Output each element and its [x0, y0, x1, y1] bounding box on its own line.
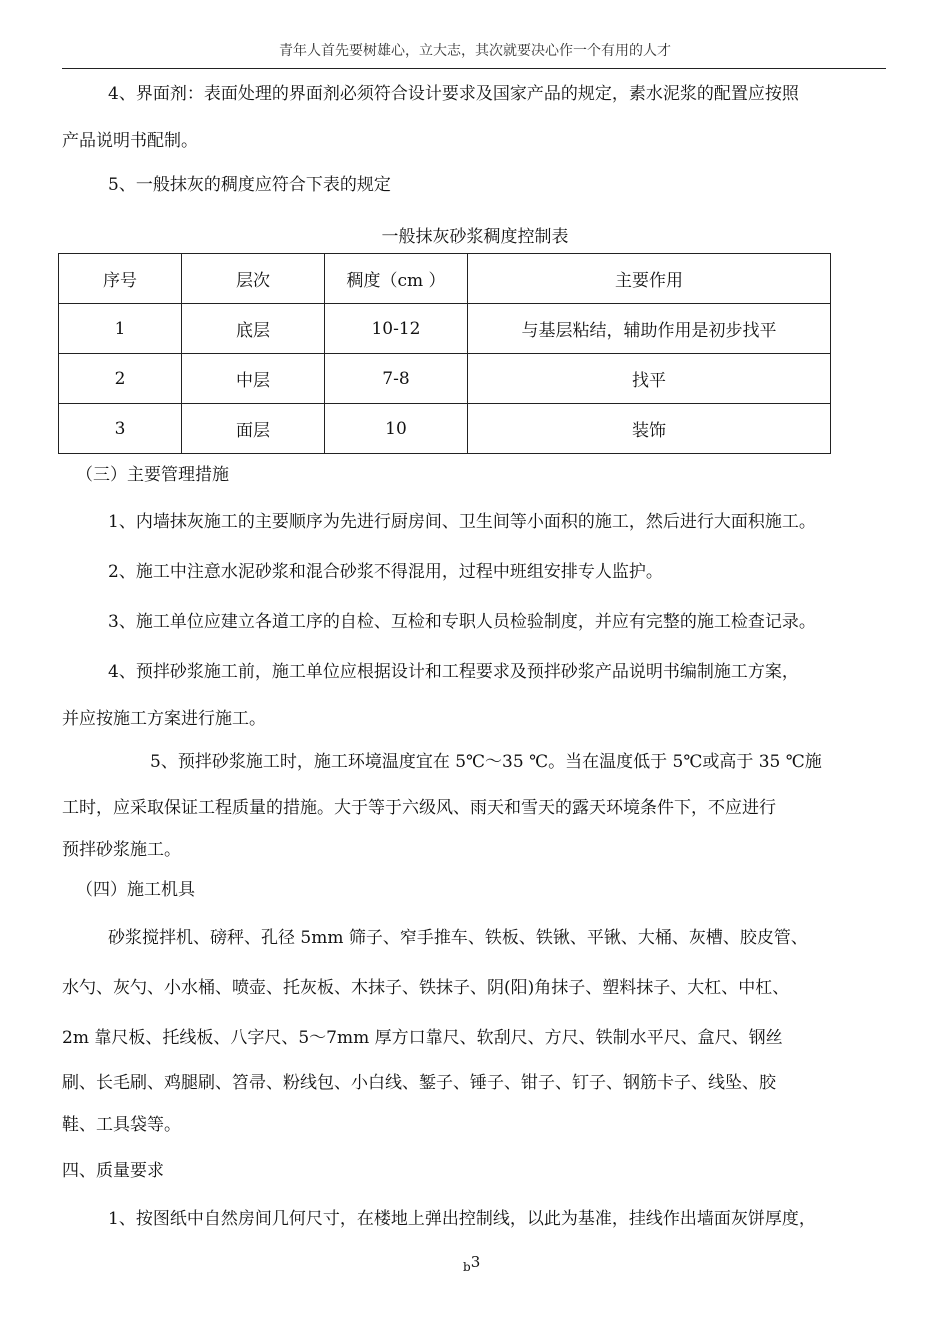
table-row: [59, 404, 831, 454]
section-3-item-4-line2: 并应按施工方案进行施工。: [62, 709, 266, 729]
paragraph-5: 5、一般抹灰的稠度应符合下表的规定: [108, 175, 391, 195]
table-header-cell: 层次: [182, 254, 325, 304]
header-divider: [62, 68, 886, 69]
table-cell: 装饰: [468, 404, 831, 454]
paragraph-4-line2: 产品说明书配制。: [62, 131, 198, 151]
quality-heading: 四、质量要求: [62, 1161, 164, 1181]
page-mark: b: [463, 1260, 471, 1274]
table-cell: 与基层粘结，辅助作用是初步找平: [468, 304, 831, 354]
table-cell: 面层: [182, 404, 325, 454]
section-3-item-4-line1: 4、预拌砂浆施工前，施工单位应根据设计和工程要求及预拌砂浆产品说明书编制施工方案，: [108, 662, 799, 682]
table-cell: 3: [59, 404, 182, 454]
tools-line-2: 水勺、灰勺、小水桶、喷壶、托灰板、木抹子、铁抹子、阴(阳)角抹子、塑料抹子、大杠、中杠、: [62, 978, 790, 998]
table-cell: 10-12: [325, 304, 468, 354]
page-header-motto: 青年人首先要树雄心，立大志，其次就要决心作一个有用的人才: [279, 43, 671, 59]
page-number-value: 3: [470, 1253, 481, 1271]
table-cell: 底层: [182, 304, 325, 354]
table-cell: 找平: [468, 354, 831, 404]
table-cell: 7-8: [325, 354, 468, 404]
table-cell: 10: [325, 404, 468, 454]
tools-line-3: 2m 靠尺板、托线板、八字尺、5～7mm 厚方口靠尺、软刮尺、方尺、铁制水平尺、盒尺、钢丝: [62, 1028, 783, 1048]
table-cell: 2: [59, 354, 182, 404]
table-header-row: [59, 254, 831, 304]
table-cell: 1: [59, 304, 182, 354]
page-number: [463, 1253, 481, 1274]
consistency-table: [58, 253, 831, 454]
tools-line-4: 刷、长毛刷、鸡腿刷、笤帚、粉线包、小白线、錾子、锤子、钳子、钉子、钢筋卡子、线坠、胶: [62, 1073, 776, 1093]
section-3-item-5-line2: 工时，应采取保证工程质量的措施。大于等于六级风、雨天和雪天的露天环境条件下，不应进行: [62, 798, 776, 818]
table-row: [59, 354, 831, 404]
table-cell: 中层: [182, 354, 325, 404]
section-3-item-3: 3、施工单位应建立各道工序的自检、互检和专职人员检验制度，并应有完整的施工检查记录。: [108, 612, 816, 632]
section-4-heading: （四）施工机具: [76, 880, 195, 900]
section-3-item-2: 2、施工中注意水泥砂浆和混合砂浆不得混用，过程中班组安排专人监护。: [108, 562, 663, 582]
table-header-cell: 主要作用: [468, 254, 831, 304]
section-3-item-1: 1、内墙抹灰施工的主要顺序为先进行厨房间、卫生间等小面积的施工，然后进行大面积施工。: [108, 512, 816, 532]
section-3-item-5-line1: 5、预拌砂浆施工时，施工环境温度宜在 5℃～35 ℃。当在温度低于 5℃或高于 35 ℃施: [150, 752, 822, 772]
table-row: [59, 304, 831, 354]
table-title: 一般抹灰砂浆稠度控制表: [381, 227, 569, 247]
table-header-cell: 序号: [59, 254, 182, 304]
table-header-cell: 稠度（cm ）: [325, 254, 468, 304]
tools-line-5: 鞋、工具袋等。: [62, 1115, 181, 1135]
section-3-item-5-line3: 预拌砂浆施工。: [62, 840, 181, 860]
paragraph-4-line1: 4、界面剂：表面处理的界面剂必须符合设计要求及国家产品的规定，素水泥浆的配置应按照: [108, 84, 799, 104]
tools-line-1: 砂浆搅拌机、磅秤、孔径 5mm 筛子、窄手推车、铁板、铁锹、平锹、大桶、灰槽、胶皮管、: [108, 928, 808, 948]
section-3-heading: （三）主要管理措施: [76, 465, 229, 485]
quality-item-1: 1、按图纸中自然房间几何尺寸，在楼地上弹出控制线，以此为基准，挂线作出墙面灰饼厚度，: [108, 1209, 816, 1229]
